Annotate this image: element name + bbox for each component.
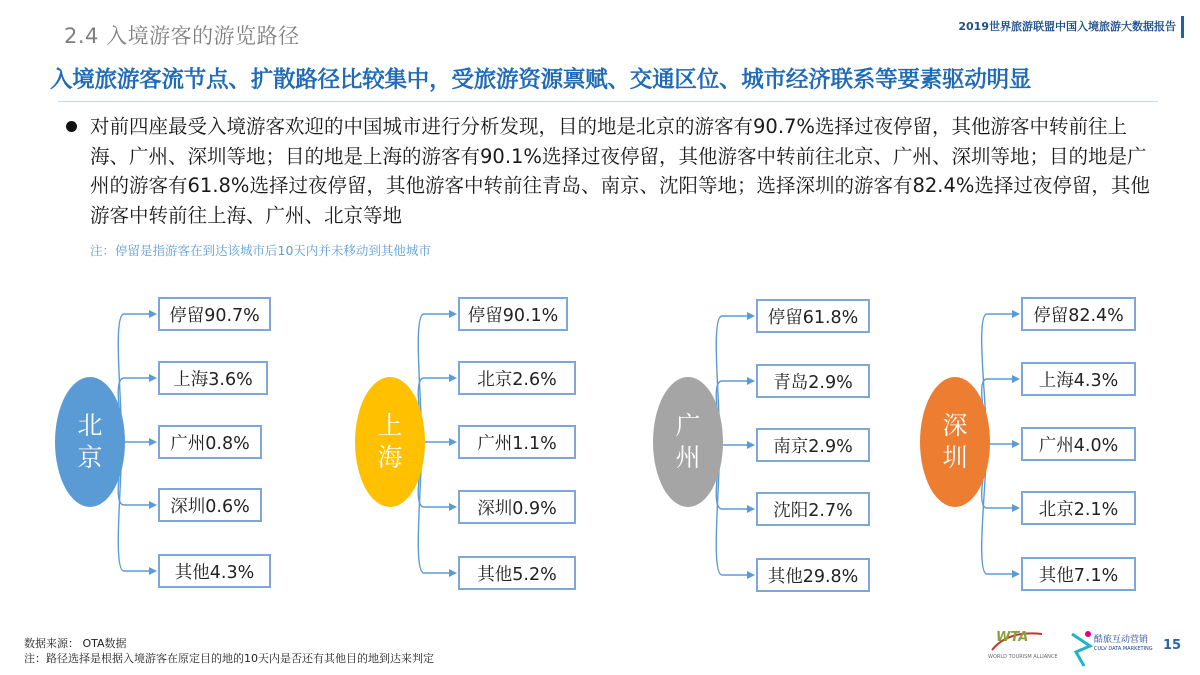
- culv-figure-icon: [1068, 628, 1094, 668]
- stay-box: 停留90.7%: [158, 297, 271, 331]
- route-box: 其他29.8%: [756, 558, 870, 592]
- route-box: 深圳0.9%: [458, 490, 576, 524]
- route-box: 广州1.1%: [458, 425, 576, 459]
- route-box: 沈阳2.7%: [756, 492, 870, 526]
- footer-notes: [24, 636, 434, 666]
- arrow-head-icon: [747, 312, 755, 320]
- headline: 入境旅游客流节点、扩散路径比较集中，受旅游资源禀赋、交通区位、城市经济联系等要素驱动明显: [50, 67, 1032, 93]
- culv-logo-text: 酷旅互动营销: [1094, 635, 1149, 645]
- section-title: 2.4 入境游客的游览路径: [64, 24, 300, 48]
- note: 注：停留是指游客在到达该城市后10天内并未移动到其他城市: [90, 243, 431, 258]
- city-node-3: [920, 377, 990, 507]
- arrow-head-icon: [1012, 504, 1020, 512]
- city-name: 上海: [377, 411, 403, 472]
- arrow-head-icon: [1012, 570, 1020, 578]
- stay-box: 停留90.1%: [458, 297, 568, 331]
- city-name: 北京: [77, 411, 103, 472]
- city-name: 广州: [675, 411, 701, 472]
- wta-logo: [988, 628, 1058, 664]
- connector-line: [118, 442, 154, 571]
- arrow-head-icon: [449, 503, 457, 511]
- route-box: 青岛2.9%: [756, 364, 870, 398]
- data-source: 数据来源： OTA数据: [24, 637, 127, 650]
- route-box: 其他4.3%: [158, 554, 271, 588]
- arrow-head-icon: [747, 571, 755, 579]
- route-box: 广州0.8%: [158, 425, 262, 459]
- arrow-head-icon: [449, 310, 457, 318]
- arrow-head-icon: [747, 505, 755, 513]
- route-box: 北京2.6%: [458, 361, 576, 395]
- arrow-head-icon: [1012, 440, 1020, 448]
- route-box: 上海3.6%: [158, 361, 268, 395]
- arrow-head-icon: [449, 569, 457, 577]
- city-node-1: [355, 377, 425, 507]
- report-title: 2019世界旅游联盟中国入境旅游大数据报告: [958, 20, 1176, 33]
- arrow-head-icon: [449, 374, 457, 382]
- route-box: 北京2.1%: [1021, 491, 1136, 525]
- page-number: 15: [1163, 638, 1182, 653]
- city-name: 深圳: [942, 411, 968, 472]
- stay-box: 停留61.8%: [756, 299, 870, 333]
- city-node-2: [653, 377, 723, 507]
- footnote: 注：路径选择是根据入境游客在原定目的地的10天内是否还有其他目的地到达来判定: [24, 652, 434, 665]
- arrow-head-icon: [1012, 310, 1020, 318]
- culv-logo-subtext: CULV DATA MARKETING: [1094, 646, 1153, 652]
- arrow-head-icon: [449, 438, 457, 446]
- wta-logo-subtext: WORLD TOURISM ALLIANCE: [988, 654, 1058, 660]
- arrow-head-icon: [1012, 375, 1020, 383]
- arrow-head-icon: [149, 374, 157, 382]
- bullet-text: 对前四座最受入境游客欢迎的中国城市进行分析发现，目的地是北京的游客有90.7%选择过夜停留，其他游客中转前往上海、广州、深圳等地；目的地是上海的游客有90.1%选择过夜停留，其他游客中转前往北京、广州、深圳等地；目的地是广州的游客有61.8%选择过夜停留，其他游客中转前往青岛、南京、沈阳等地；选择深圳的游客有82.4%选择过夜停留，其他游客中转前往上海、广州、北京等地: [90, 115, 1150, 227]
- arrow-head-icon: [747, 377, 755, 385]
- route-box: 其他5.2%: [458, 556, 576, 590]
- route-box: 广州4.0%: [1021, 427, 1136, 461]
- culv-logo: [1068, 628, 1158, 668]
- route-box: 深圳0.6%: [158, 488, 262, 522]
- route-box: 其他7.1%: [1021, 557, 1136, 591]
- wta-logo-text: WTA: [996, 630, 1029, 645]
- arrow-head-icon: [149, 438, 157, 446]
- city-node-0: [55, 377, 125, 507]
- arrow-head-icon: [149, 501, 157, 509]
- stay-box: 停留82.4%: [1021, 297, 1136, 331]
- arrow-head-icon: [747, 441, 755, 449]
- arrow-head-icon: [149, 567, 157, 575]
- arrow-head-icon: [149, 310, 157, 318]
- route-box: 上海4.3%: [1021, 362, 1136, 396]
- route-box: 南京2.9%: [756, 428, 870, 462]
